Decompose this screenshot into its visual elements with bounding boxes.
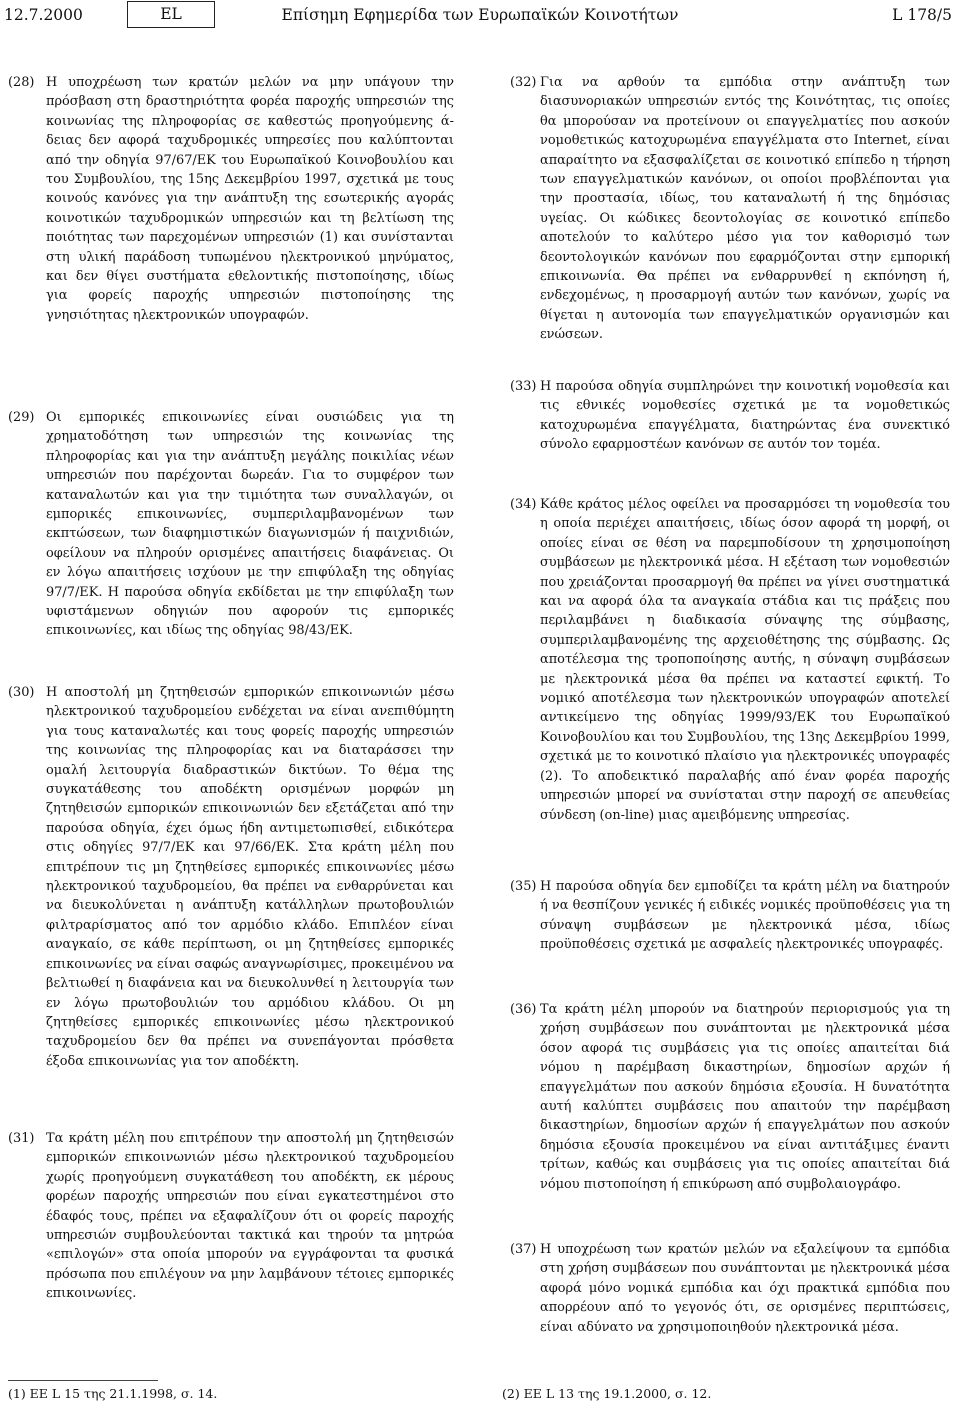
recital-text: Η υποχρέωση των κρατών μελών να εξαλείψουν τα εμπόδια στη χρήση συμβάσεων που συνάπτονται με ηλεκτρονικά μέσα αφορά μόνο νομικά εμπόδια και όχι πρακτικά εμπόδια που απορρέουν από το γεγονός ότι, σε ορισμένες περιπτώσεις, είναι αδύνατο να χρησιμοποιηθούν ηλεκτρονικά μέσα.	[540, 1242, 950, 1335]
language-code-box: EL	[127, 1, 215, 28]
recital-29	[0, 408, 455, 641]
recital-number: (32)	[510, 75, 537, 90]
left-column	[0, 0, 455, 1408]
recital-text: Κάθε κράτος μέλος οφείλει να προσαρμόσει τη νομοθεσία του η οποία περιέχει απαιτήσεις, ιδίως όσον αφορά τη μορφή, οι οποίες είναι σε θέση να παρεμποδίσουν τη χρησιμοποίηση συμβάσεων με ηλεκτρονικά μέσα. Η εξέταση των νομοθεσιών που χρειάζονται προσαρμογή θα πρέπει να γίνει συστηματικά και να αφορά όλα τα αναγκαία στάδια και τις πράξεις που περιλαμβάνει η διαδικασία σύναψης της σύμβασης, συμπεριλαμβανομένης της αρχειοθέτησης της σύμβασης. Ως αποτέλεσμα της τροποποίησης αυτής, η σύναψη συμβάσεων με ηλεκτρονικά μέσα θα πρέπει να καταστεί εφικτή. Το νομικό αποτέλεσμα των ηλεκτρονικών υπογραφών αποτελεί αντικείμενο της οδηγίας 1999/93/ΕΚ του Ευρωπαϊκού Κοινοβουλίου και του Συμβουλίου, της 13ης Δεκεμβρίου 1999, σχετικά με το κοινοτικό πλαίσιο για ηλεκτρονικές υπογραφές (2). Το αποδεικτικό παραλαβής από έναν φορέα παροχής υπηρεσιών μπορεί να συνίσταται στην παροχή σε απευθείας σύνδεση (on-line) μιας αμειβόμενης υπηρεσίας.	[540, 497, 950, 823]
recital-28	[0, 73, 455, 325]
footnote-1: (1) ΕΕ L 15 της 21.1.1998, σ. 14.	[8, 1386, 218, 1401]
footnote-separator	[8, 1380, 158, 1381]
recital-text: Η αποστολή μη ζητηθεισών εμπορικών επικοινωνιών μέσω ηλεκτρονικού ταχυδρομείου ενδέχεται να είναι ανεπιθύμητη για τους καταναλωτές και τους φορείς παροχής υπηρεσιών της κοινωνίας της πληροφορίας και να διαταράσσει την ομαλή λειτουργία διαδραστικών δικτύων. Το θέμα της συγκατάθεσης του αποδέκτη ορισμένων μορφών μη ζητηθεισών εμπορικών επικοινωνιών δεν εξετάζεται από την παρούσα οδηγία, έχει όμως ήδη αντιμετωπισθεί, ειδικότερα στις οδηγίες 97/7/ΕΚ και 97/66/ΕΚ. Στα κράτη μέλη που επιτρέπουν τις μη ζητηθείσες εμπορικές επικοινωνίες μέσω ηλεκτρονικού ταχυδρομείου, θα πρέπει να ενθαρρύνεται και να διευκολύνεται η ανάπτυξη κατάλληλων πρωτοβουλιών φιλτραρίσματος από τον αρμόδιο κλάδο. Επιπλέον είναι αναγκαίο, σε κάθε περίπτωση, οι μη ζητηθείσες εμπορικές επικοινωνίες να είναι σαφώς αναγνωρίσιμες, προκειμένου να βελτιωθεί η διαφάνεια και να διευκολυνθεί η λειτουργία των εν λόγω πρωτοβουλιών του αρμόδιου κλάδου. Οι μη ζητηθείσες εμπορικές επικοινωνίες μέσω ηλεκτρονικού ταχυδρομείου δεν θα πρέπει να συνεπάγονται πρόσθετα έξοδα επικοινωνίας για τον αποδέκτη.	[46, 685, 454, 1069]
right-column	[502, 0, 957, 1408]
recital-number: (30)	[8, 685, 35, 700]
recital-text: Οι εμπορικές επικοινωνίες είναι ουσιώδεις για τη χρηματοδότηση των υπηρεσιών της κοινωνίας της πληροφορίας και για την ανάπτυξη μεγάλης ποικιλίας νέων υπηρεσιών που παρέχονται δωρεάν. Για το συμφέρον των καταναλωτών και για την τιμιότητα των συναλλαγών, οι εμπορικές επικοινωνίες, συμπεριλαμβανομένων των εκπτώσεων, των διαφημιστικών διαγωνισμών ή παιχνιδιών, οφείλουν να πληρούν ορισμένες απαιτήσεις διαφάνειας. Οι εν λόγω απαιτήσεις ισχύουν με την επιφύλαξη της οδηγίας 97/7/ΕΚ. Η παρούσα οδηγία εκδίδεται με την επιφύλαξη των υφιστάμενων οδηγιών που αφορούν τις εμπορικές επικοινωνίες, και ιδίως της οδηγίας 98/43/ΕΚ.	[46, 410, 454, 639]
recital-37	[502, 1240, 957, 1337]
recital-34	[502, 495, 957, 825]
recital-30	[0, 683, 455, 1071]
recital-text: Για να αρθούν τα εμπόδια στην ανάπτυξη των διασυνοριακών υπηρεσιών εντός της Κοινότητας, τις οποίες θα μπορούσαν να προτείνουν οι επαγγελματίες που ασκούν νομοθετικώς κατοχυρωμένα επαγγέλματα στο Internet, είναι απαραίτητο να εξασφαλίζεται σε κοινοτικό επίπεδο η τήρηση των επαγγελματικών κανόνων, οι οποίοι προβλέπονται για την προστασία, ιδίως, του καταναλωτή ή της δημόσιας υγείας. Οι κώδικες δεοντολογίας σε κοινοτικό επίπεδο αποτελούν το καλύτερο μέσο για τον καθορισμό των δεοντολογικών κανόνων που εφαρμόζονται στην εμπορική επικοινωνία. Θα πρέπει να ενθαρρυνθεί η εκπόνηση ή, ενδεχομένως, η προσαρμογή αυτών των κανόνων, χωρίς να θίγεται η αυτονομία των επαγγελματικών οργανισμών και ενώσεων.	[540, 75, 950, 343]
recital-text: Τα κράτη μέλη που επιτρέπουν την αποστολή μη ζητηθεισών εμπορικών επικοινωνιών μέσω ηλεκτρονικού ταχυδρομείου χωρίς προηγούμενη συγκατάθεση του αποδέκτη, εκ μέρους φορέων παροχής υπηρεσιών που είναι εγκατεστημένοι στο έδαφός τους, πρέπει να εξαφαλίζουν ότι οι φορείς παροχής υπηρεσιών συμβουλεύονται τακτικά και τηρούν τα μητρώα «επιλογών» στα οποία μπορούν να εγγράφονται τα φυσικά πρόσωπα που επιλέγουν να μην λαμβάνουν τέτοιες εμπορικές επικοινωνίες.	[46, 1131, 454, 1302]
recital-33	[502, 377, 957, 455]
recital-number: (34)	[510, 497, 537, 512]
recital-number: (29)	[8, 410, 35, 425]
recital-number: (28)	[8, 75, 35, 90]
page-reference: L 178/5	[892, 6, 952, 24]
recital-36	[502, 1000, 957, 1194]
recital-text: Η παρούσα οδηγία συμπληρώνει την κοινοτική νομοθεσία και τις εθνικές νομοθεσίες σχετικά με τα νομοθετικώς κατοχυρωμένα επαγγέλματα, διατηρώντας ένα συνεκτικό σύνολο εφαρμοστέων κανόνων σε αυτόν τον τομέα.	[540, 379, 950, 453]
journal-title: Επίσημη Εφημερίδα των Ευρωπαϊκών Κοινοτήτων	[281, 6, 679, 24]
publication-date: 12.7.2000	[4, 6, 83, 24]
recital-text: Τα κράτη μέλη μπορούν να διατηρούν περιορισμούς για τη χρήση συμβάσεων που συνάπτονται με ηλεκτρονικά μέσα όσον αφορά τις συμβάσεις για τις οποίες απαιτείται διά νόμου η παρέμβαση δικαστηρίων, δημοσίων αρχών ή επαγγελμάτων που ασκούν δημόσια εξουσία. Η δυνατότητα αυτή καλύπτει συμβάσεις που απαιτούν την παρέμβαση δικαστηρίων, δημοσίων αρχών ή επαγγελμάτων που ασκούν δημόσια εξουσία προκειμένου να είναι αντιτάξιμες έναντι τρίτων, καθώς και συμβάσεις για τις οποίες απαιτείται διά νόμου πιστοποίηση ή επικύρωση από συμβολαιογράφο.	[540, 1002, 950, 1192]
recital-number: (35)	[510, 879, 537, 894]
recital-32	[502, 73, 957, 345]
recital-number: (36)	[510, 1002, 537, 1017]
recital-text: Η υποχρέωση των κρατών μελών να μην υπάγουν την πρόσβαση στη δραστηριότητα φορέα παροχής υπηρεσιών της κοινωνίας της πληροφορίας σε καθεστώς προηγούμενης ά-δειας δεν αφορά ταχυδρομικές υπηρεσίες που καλύπτονται από την οδηγία 97/67/ΕΚ του Ευρωπαϊκού Κοινοβουλίου και του Συμβουλίου, της 15ης Δεκεμβρίου 1997, σχετικά με τους κοινούς κανόνες για την ανάπτυξη της εσωτερικής αγοράς κοινοτικών ταχυδρομικών υπηρεσιών και τη βελτίωση της ποιότητας των παρεχομένων υπηρεσιών (1) και συνίστανται στη υλική παράδοση τυπωμένου ηλεκτρονικού μηνύματος, και δεν θίγει συστήματα εθελοντικής πιστοποίησης, ιδίως για φορείς παροχής υπηρεσιών πιστοποίησης της γνησιότητας ηλεκτρονικών υπογραφών.	[46, 75, 454, 323]
recital-number: (33)	[510, 379, 537, 394]
recital-31	[0, 1129, 455, 1304]
footnote-2: (2) ΕΕ L 13 της 19.1.2000, σ. 12.	[502, 1386, 712, 1401]
recital-35	[502, 877, 957, 955]
recital-number: (31)	[8, 1131, 35, 1146]
recital-text: Η παρούσα οδηγία δεν εμποδίζει τα κράτη μέλη να διατηρούν ή να θεσπίζουν γενικές ή ειδικές νομικές προϋποθέσεις για τη σύναψη συμβάσεων με ηλεκτρονικά μέσα, ιδίως προϋποθέσεις σχετικά με ασφαλείς ηλεκτρονικές υπογραφές.	[540, 879, 950, 953]
recital-number: (37)	[510, 1242, 537, 1257]
